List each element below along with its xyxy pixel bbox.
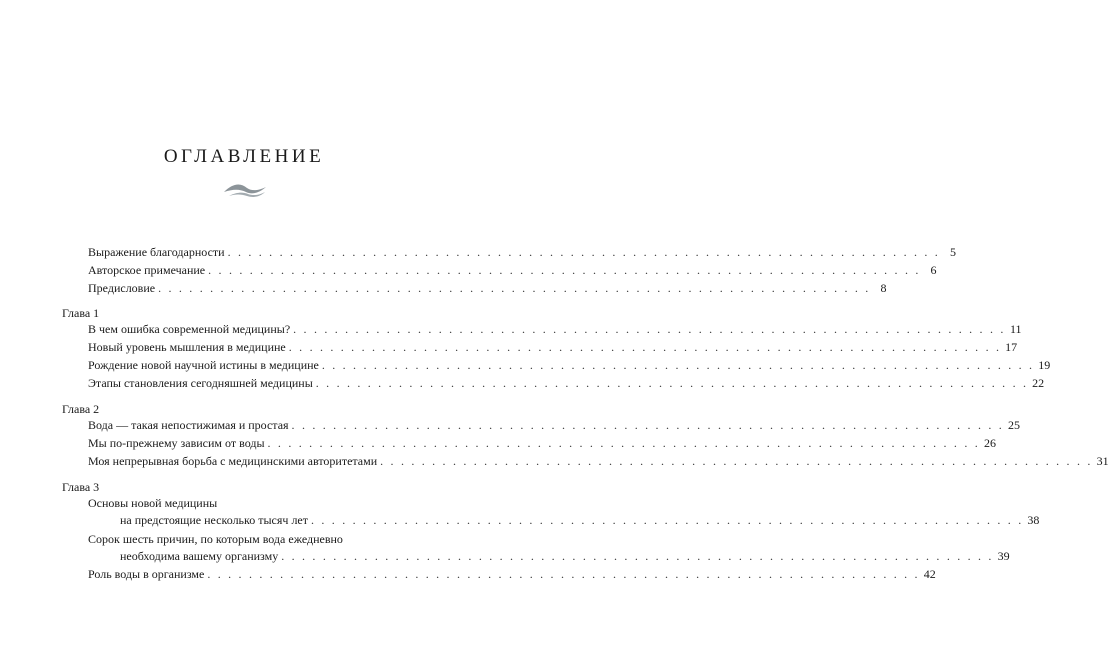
toc-entry-title: Рождение новой научной истины в медицине <box>88 358 319 372</box>
dot-leader: . . . . . . . . . . . . . . . . . . . . . . . . . . . . . . . . . . . . . . . . . . . . . . . . . . . . . . . . . . . . . . . . . . . . . <box>227 245 940 259</box>
toc-entry-title: Авторское примечание <box>88 263 206 277</box>
toc-entry-title: Моя непрерывная борьба с медицинскими авторитетами <box>88 454 378 468</box>
wave-ornament-icon <box>223 179 267 199</box>
chapter-heading: Глава 2 <box>62 402 100 416</box>
toc-entry-acknowledgements[interactable] <box>88 244 956 260</box>
dot-leader: . . . . . . . . . . . . . . . . . . . . . . . . . . . . . . . . . . . . . . . . . . . . . . . . . . . . . . . . . . . . . . . . . . . . . <box>311 513 1024 527</box>
toc-entry-page: 8 <box>880 281 887 295</box>
dot-leader: . . . . . . . . . . . . . . . . . . . . . . . . . . . . . . . . . . . . . . . . . . . . . . . . . . . . . . . . . . . . . . . . . . . . . <box>321 358 1035 372</box>
toc-entry-page: 38 <box>1027 513 1040 527</box>
toc-entry-title: Роль воды в организме <box>88 567 205 581</box>
dot-leader: . . . . . . . . . . . . . . . . . . . . . . . . . . . . . . . . . . . . . . . . . . . . . . . . . . . . . . . . . . . . . . . . . . . . . <box>291 418 1004 432</box>
toc-entry-page: 19 <box>1038 358 1051 372</box>
toc-entry-title: Мы по-прежнему зависим от воды <box>88 436 265 450</box>
toc-entry[interactable] <box>88 435 996 451</box>
toc-entry-title: Вода — такая непостижимая и простая <box>88 418 289 432</box>
dot-leader: . . . . . . . . . . . . . . . . . . . . . . . . . . . . . . . . . . . . . . . . . . . . . . . . . . . . . . . . . . . . . . . . . . . . . <box>281 549 994 563</box>
dot-leader: . . . . . . . . . . . . . . . . . . . . . . . . . . . . . . . . . . . . . . . . . . . . . . . . . . . . . . . . . . . . . . . . . . . . . <box>207 567 920 581</box>
toc-entry-page: 42 <box>923 567 936 581</box>
toc-entry-page: 31 <box>1096 454 1109 468</box>
toc-entry-title-line2: на предстоящие несколько тысяч лет <box>120 513 308 527</box>
toc-entry-title: Этапы становления сегодняшней медицины <box>88 376 313 390</box>
page-title: ОГЛАВЛЕНИЕ <box>163 146 325 167</box>
chapter-heading: Глава 1 <box>62 306 100 320</box>
toc-entry-title: Новый уровень мышления в медицине <box>88 340 286 354</box>
toc-entry-title: Выражение благодарности <box>88 245 225 259</box>
toc-entry[interactable] <box>120 548 1010 564</box>
toc-entry[interactable] <box>88 453 1109 469</box>
dot-leader: . . . . . . . . . . . . . . . . . . . . . . . . . . . . . . . . . . . . . . . . . . . . . . . . . . . . . . . . . . . . . . . . . . . . . <box>267 436 980 450</box>
toc-entry-title-line2: необходима вашему организму <box>120 549 279 563</box>
toc-entry-title: В чем ошибка современной медицины? <box>88 322 291 336</box>
toc-entry[interactable] <box>88 357 1051 373</box>
toc-entry[interactable] <box>88 375 1045 391</box>
toc-entry-page: 25 <box>1007 418 1020 432</box>
toc-entry-title-line1: Основы новой медицины <box>88 496 218 510</box>
dot-leader: . . . . . . . . . . . . . . . . . . . . . . . . . . . . . . . . . . . . . . . . . . . . . . . . . . . . . . . . . . . . . . . . . . . . . <box>380 454 1093 468</box>
dot-leader: . . . . . . . . . . . . . . . . . . . . . . . . . . . . . . . . . . . . . . . . . . . . . . . . . . . . . . . . . . . . . . . . . . . . . <box>315 376 1029 390</box>
toc-entry[interactable] <box>120 512 1040 528</box>
toc-entry-author-note[interactable] <box>88 262 937 278</box>
toc-entry-page: 26 <box>983 436 996 450</box>
toc-entry-page: 6 <box>930 263 937 277</box>
toc-entry[interactable] <box>88 417 1020 433</box>
toc-entry-title-line1: Сорок шесть причин, по которым вода ежедневно <box>88 532 343 546</box>
toc-entry-title: Предисловие <box>88 281 156 295</box>
toc-entry-page: 39 <box>997 549 1010 563</box>
toc-entry[interactable] <box>88 566 936 582</box>
dot-leader: . . . . . . . . . . . . . . . . . . . . . . . . . . . . . . . . . . . . . . . . . . . . . . . . . . . . . . . . . . . . . . . . . . . . . <box>158 281 871 295</box>
chapter-heading: Глава 3 <box>62 480 100 494</box>
toc-entry-page: 5 <box>949 245 956 259</box>
toc-entry-preface[interactable] <box>88 280 887 296</box>
toc-entry-page: 11 <box>1010 322 1022 336</box>
dot-leader: . . . . . . . . . . . . . . . . . . . . . . . . . . . . . . . . . . . . . . . . . . . . . . . . . . . . . . . . . . . . . . . . . . . . . <box>288 340 1002 354</box>
toc-entry-page: 17 <box>1005 340 1018 354</box>
dot-leader: . . . . . . . . . . . . . . . . . . . . . . . . . . . . . . . . . . . . . . . . . . . . . . . . . . . . . . . . . . . . . . . . . . . . . <box>293 322 1006 336</box>
toc-entry[interactable] <box>88 339 1018 355</box>
toc-entry-page: 22 <box>1032 376 1045 390</box>
toc-entry[interactable] <box>88 321 1022 337</box>
dot-leader: . . . . . . . . . . . . . . . . . . . . . . . . . . . . . . . . . . . . . . . . . . . . . . . . . . . . . . . . . . . . . . . . . . . . . <box>208 263 921 277</box>
